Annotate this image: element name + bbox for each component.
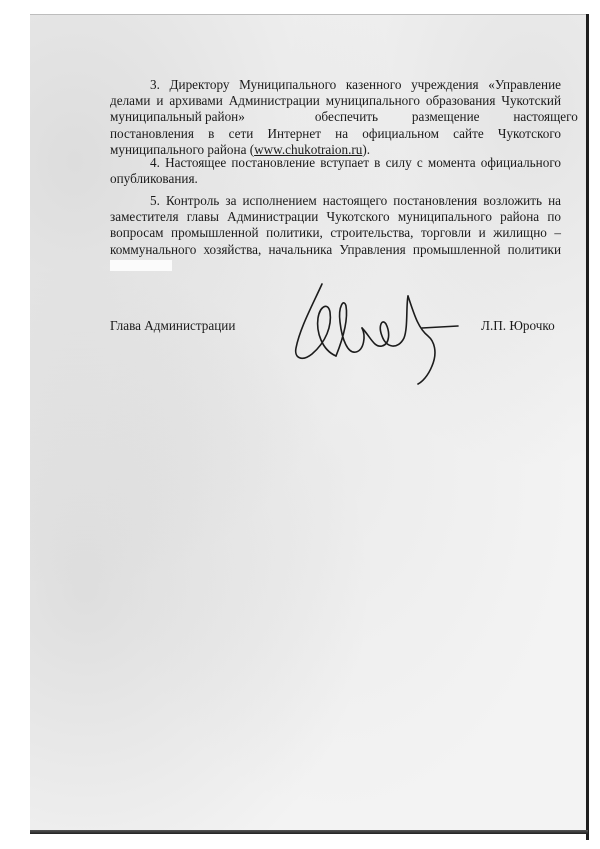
paragraph-3-line-1: 3. Директору Муниципального казенного учреждения «Управление [150,77,561,92]
paragraph-3-line-3-end: обеспечить размещение настоящего [314,109,578,125]
paragraph-3-line-2: делами и архивами Администрации муниципального образования Чукотский [110,93,561,109]
sheet-bottom-edge [30,830,588,834]
sheet-right-edge [586,14,589,840]
paragraph-4 [110,155,561,187]
paragraph-4-line-2: опубликования. [110,171,198,187]
website-link[interactable]: www.chukotraion.ru [254,141,363,157]
paragraph-3 [110,77,578,158]
paragraph-5-line-1: 5. Контроль за исполнением настоящего постановления возложить на [150,193,561,208]
paragraph-5-line-4: коммунального хозяйства, начальника Управления промышленной политики [110,241,561,257]
paragraph-4-line-1: 4. Настоящее постановление вступает в силу с момента официального [150,155,561,170]
paragraph-3-line-4: постановления в сети Интернет на официальном сайте Чукотского [110,125,561,141]
paragraph-5-line-3: вопросам промышленной политики, строительства, торговли и жилищно – [110,225,561,241]
paragraph-3-line-5-end: ). [362,141,371,157]
paragraph-3-line-3 [110,109,578,125]
paragraph-5 [110,193,561,274]
paragraph-5-line-2: заместителя главы Администрации Чукотского муниципального района по [110,209,561,225]
signatory-position: Глава Администрации [110,318,236,333]
paragraph-3-line-3-start: муниципальный район» [110,109,245,125]
paragraph-3-line-5-start: муниципального района ( [110,141,255,157]
redacted-text-block [110,260,172,271]
signer-name: Л.П. Юрочко [481,318,555,333]
sheet-top-edge [30,14,586,15]
handwritten-signature [282,266,462,386]
